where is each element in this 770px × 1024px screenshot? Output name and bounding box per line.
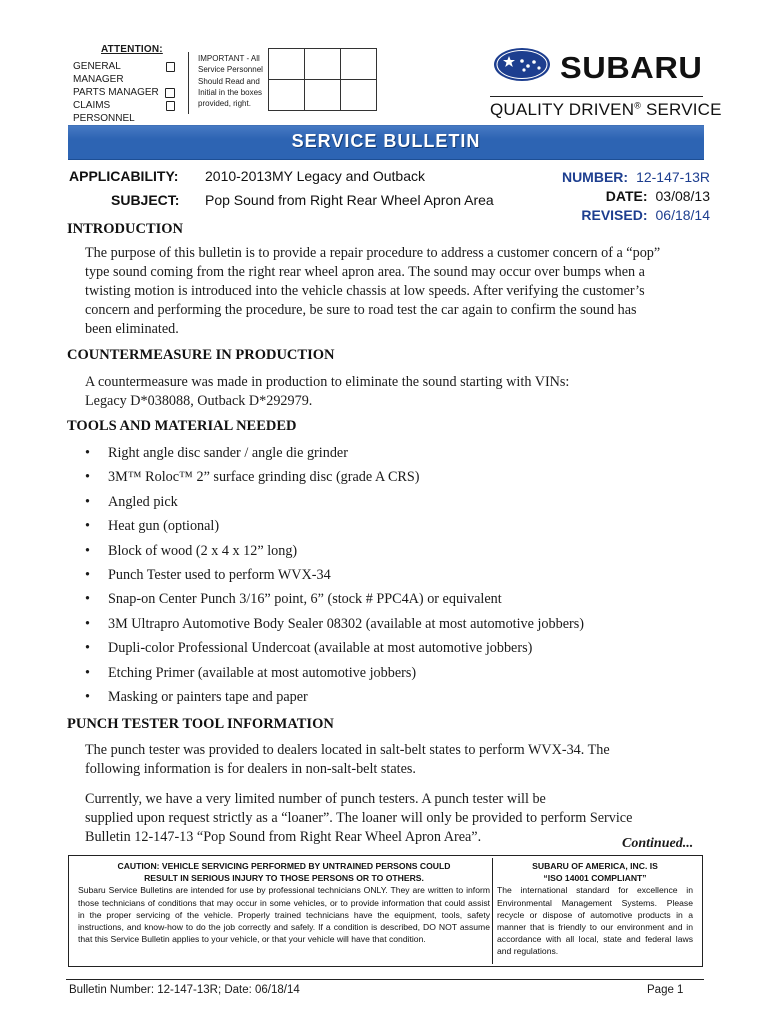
tagline-text: QUALITY DRIVEN [490, 100, 635, 119]
applicability-label: APPLICABILITY: [69, 168, 179, 184]
text-line: twisting motion is introduced into the vehicle chassis at low speeds. After verifying the customer’s [85, 283, 645, 299]
text-line: The purpose of this bulletin is to provide a repair procedure to address a customer concern of a “pop” [85, 245, 661, 261]
text-line: concern and performing the procedure, be sure to road test the car again to confirm the sound has [85, 302, 637, 318]
registered-mark: ® [634, 100, 642, 111]
bulletin-meta [562, 168, 710, 225]
punch-tester-heading: PUNCH TESTER TOOL INFORMATION [67, 716, 334, 732]
number-value: 12-147-13R [636, 169, 710, 185]
list-item: • Punch Tester used to perform WVX-34 [85, 566, 584, 590]
footer-rule [66, 979, 704, 980]
text-line: The punch tester was provided to dealers located in salt-belt states to perform WVX-34. The [85, 742, 610, 758]
number-row [562, 168, 710, 187]
revised-label: REVISED: [581, 207, 648, 223]
revised-value: 06/18/14 [655, 207, 710, 223]
caution-body: Subaru Service Bulletins are intended for use by professional technicians ONLY. They are written to inform those technicians of conditions that may occur in some vehicles, or to provide information that could assist in the proper servicing of the vehicle. Properly trained technicians have the equipment, tools, safety instructions, and know-how to do the job correctly and safely. If a condition is described, DO NOT assume that this Service Bulletin applies to your vehicle, or that your vehicle will have that condition. [78, 885, 490, 945]
recipient-claims-personnel [73, 99, 175, 125]
initial-box[interactable] [341, 80, 377, 111]
continued-note: Continued... [622, 836, 694, 851]
recipient-label: CLAIMS PERSONNEL [73, 100, 135, 124]
punch-tester-text-1 [85, 741, 710, 779]
initial-box[interactable] [341, 49, 377, 80]
recipient-label: GENERAL MANAGER [73, 61, 124, 85]
subaru-logo-icon [493, 47, 551, 82]
list-item: • 3M™ Roloc™ 2” surface grinding disc (grade A CRS) [85, 468, 584, 492]
text-line: Currently, we have a very limited number of punch testers. A punch tester will be [85, 791, 546, 807]
date-label: DATE: [605, 188, 648, 204]
applicability-value: 2010-2013MY Legacy and Outback [205, 168, 426, 184]
caution-notice [78, 860, 490, 945]
initial-box[interactable] [269, 49, 305, 80]
iso-heading-1: SUBARU OF AMERICA, INC. IS [532, 861, 658, 871]
introduction-text [85, 244, 710, 339]
iso-body: The international standard for excellence in Environmental Management Systems. Please recycle or dispose of automotive products in a manner that is friendly to our environment and in accordance with all local, state and federal laws and regulations. [497, 885, 693, 957]
tagline-end: SERVICE [641, 100, 722, 119]
subject-value: Pop Sound from Right Rear Wheel Apron Area [205, 192, 494, 208]
initial-instructions: IMPORTANT - All Service Personnel Should Read and Initial in the boxes provided, right. [198, 54, 263, 109]
list-item: • Snap-on Center Punch 3/16” point, 6” (stock # PPC4A) or equivalent [85, 590, 584, 614]
subaru-wordmark: SUBARU [560, 50, 703, 85]
punch-tester-text-2 [85, 790, 710, 847]
footer-bulletin-info: Bulletin Number: 12-147-13R; Date: 06/18/14 [69, 984, 300, 996]
countermeasure-text [85, 373, 710, 411]
iso-notice [497, 860, 693, 958]
list-item: • Heat gun (optional) [85, 517, 584, 541]
text-line: supplied upon request strictly as a “loaner”. The loaner will only be provided to perform Service [85, 810, 633, 826]
list-item: • Etching Primer (available at most automotive jobbers) [85, 664, 584, 688]
text-line: Bulletin 12-147-13 “Pop Sound from Right Rear Wheel Apron Area”. [85, 829, 482, 845]
banner-title: SERVICE BULLETIN [291, 131, 481, 151]
initial-box[interactable] [269, 80, 305, 111]
attention-title: ATTENTION: [101, 44, 163, 55]
list-item: • 3M Ultrapro Automotive Body Sealer 08302 (available at most automotive jobbers) [85, 615, 584, 639]
text-line: Legacy D*038088, Outback D*292979. [85, 393, 313, 409]
subject-label: SUBJECT: [111, 192, 180, 208]
text-line: been eliminated. [85, 321, 179, 337]
date-value: 03/08/13 [655, 188, 710, 204]
page-number: Page 1 [647, 984, 684, 996]
number-label: NUMBER: [561, 169, 629, 185]
tools-heading: TOOLS AND MATERIAL NEEDED [67, 418, 297, 434]
initial-boxes [268, 48, 377, 111]
revised-row [562, 206, 710, 225]
list-item: • Block of wood (2 x 4 x 12” long) [85, 542, 584, 566]
text-line: following information is for dealers in non-salt-belt states. [85, 761, 416, 777]
recipient-parts-manager [73, 86, 175, 99]
tools-list [85, 444, 584, 712]
initial-box[interactable] [305, 80, 341, 111]
brand-tagline [490, 100, 722, 120]
text-line: type sound coming from the right rear wheel apron area. The sound may occur over bumps when a [85, 264, 645, 280]
initial-box[interactable] [305, 49, 341, 80]
list-item: • Masking or painters tape and paper [85, 688, 584, 712]
checkbox[interactable] [165, 88, 175, 98]
date-row [562, 187, 710, 206]
list-item: • Angled pick [85, 493, 584, 517]
checkbox[interactable] [166, 62, 175, 72]
introduction-heading: INTRODUCTION [67, 221, 184, 237]
checkbox[interactable] [166, 101, 175, 111]
countermeasure-heading: COUNTERMEASURE IN PRODUCTION [67, 347, 335, 363]
recipient-general-manager [73, 60, 175, 86]
caution-heading-2: RESULT IN SERIOUS INJURY TO THOSE PERSONS OR TO OTHERS. [144, 873, 424, 884]
list-item: • Right angle disc sander / angle die grinder [85, 444, 584, 468]
caution-heading-1: CAUTION: VEHICLE SERVICING PERFORMED BY UNTRAINED PERSONS COULD [117, 861, 451, 871]
logo-rule [490, 96, 703, 97]
text-line: A countermeasure was made in production to eliminate the sound starting with VINs: [85, 374, 570, 390]
list-item: • Dupli-color Professional Undercoat (available at most automotive jobbers) [85, 639, 584, 663]
divider [188, 52, 189, 114]
box-divider [492, 858, 493, 964]
iso-heading-2: “ISO 14001 COMPLIANT” [543, 873, 647, 884]
recipient-label: PARTS MANAGER [73, 87, 159, 98]
